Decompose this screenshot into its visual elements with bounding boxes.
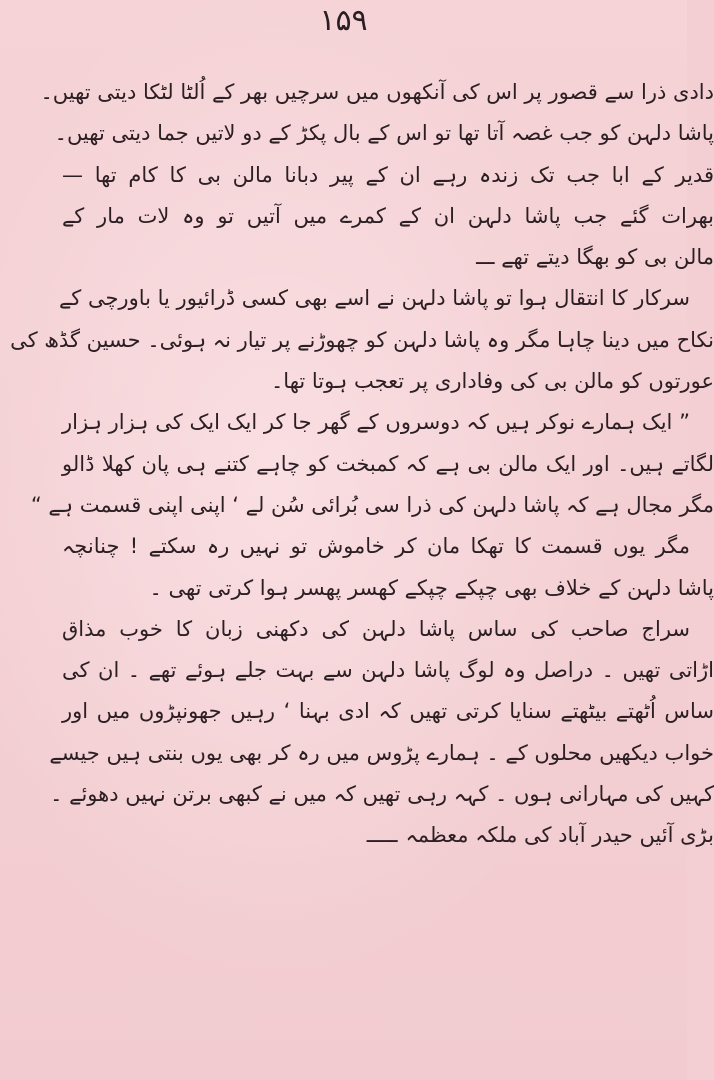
- text-body: [10, 72, 714, 857]
- text-line: ساس اُٹھتے بیٹھتے سنایا کرتی تھیں کہ ادی بہنا ‘ رہیں جھونپڑوں میں اور: [62, 699, 714, 724]
- text-line: سراج صاحب کی ساس پاشا دلہن کی دکھنی زبان کا خوب مذاق: [62, 616, 690, 641]
- text-line: اڑاتی تھیں ۔ دراصل وہ لوگ پاشا دلہن سے بہت جلے ہوئے تھے ۔ ان کی: [62, 658, 714, 683]
- text-line: خواب دیکھیں محلوں کے ۔ ہمارے پڑوس میں رہ کر بھی یوں بنتی ہیں جیسے: [49, 740, 714, 765]
- text-line: قدیر کے ابا جب تک زندہ رہے ان کے پیر دبانا مالن بی کا کام تھا —: [62, 162, 714, 187]
- text-line: نکاح میں دینا چاہا مگر وہ پاشا دلہن کو چھوڑنے پر تیار نہ ہوئی۔ حسین گڈھ کی: [10, 327, 714, 352]
- page-number: ۱۵۹: [319, 3, 368, 38]
- text-line: کہیں کی مہارانی ہوں ۔ کہہ رہی تھیں کہ میں نے کبھی برتن نہیں دھوئے ۔: [50, 782, 714, 807]
- text-line: پاشا دلہن کو جب غصہ آتا تھا تو اس کے بال پکڑ کے دو لاتیں جما دیتی تھیں۔: [54, 121, 714, 146]
- text-line: مالن بی کو بھگا دیتے تھے ـــ: [476, 245, 714, 270]
- last-line-text: بڑی آئیں حیدر آباد کی ملکہ معظمہ: [405, 823, 714, 848]
- text-line: مگر یوں قسمت کا تھکا مان کر خاموش تو نہیں رہ سکتے ! چنانچہ: [62, 534, 690, 559]
- text-line: ” ایک ہمارے نوکر ہیں کہ دوسروں کے گھر جا کر ایک ایک کی ہزار ہزار: [62, 410, 690, 435]
- text-line: مگر مجال ہے کہ پاشا دلہن کی ذرا سی بُرائی سُن لے ‘ اپنی اپنی قسمت ہے “: [30, 492, 714, 517]
- text-line: سرکار کا انتقال ہوا تو پاشا دلہن نے اسے بھی کسی ڈرائیور یا باورچی کے: [58, 286, 690, 311]
- text-line: بھرات گئے جب پاشا دلہن ان کے کمرے میں آتیں تو وہ لات مار کے: [62, 203, 714, 228]
- text-line: لگاتے ہیں۔ اور ایک مالن بی ہے کہ کمبخت کو چاہے کتنے ہی پان کھلا ڈالو: [62, 451, 714, 476]
- end-dash: ـــــ: [366, 823, 398, 848]
- text-line-last: [62, 815, 714, 856]
- text-line: دادی ذرا سے قصور پر اس کی آنکھوں میں سرچیں بھر کے اُلٹا لٹکا دیتی تھیں۔: [40, 80, 714, 104]
- text-line: پاشا دلہن کے خلاف بھی چپکے چپکے کھسر پھسر ہوا کرتی تھی ۔: [149, 575, 714, 600]
- text-line: عورتوں کو مالن بی کی وفاداری پر تعجب ہوتا تھا۔: [271, 369, 714, 394]
